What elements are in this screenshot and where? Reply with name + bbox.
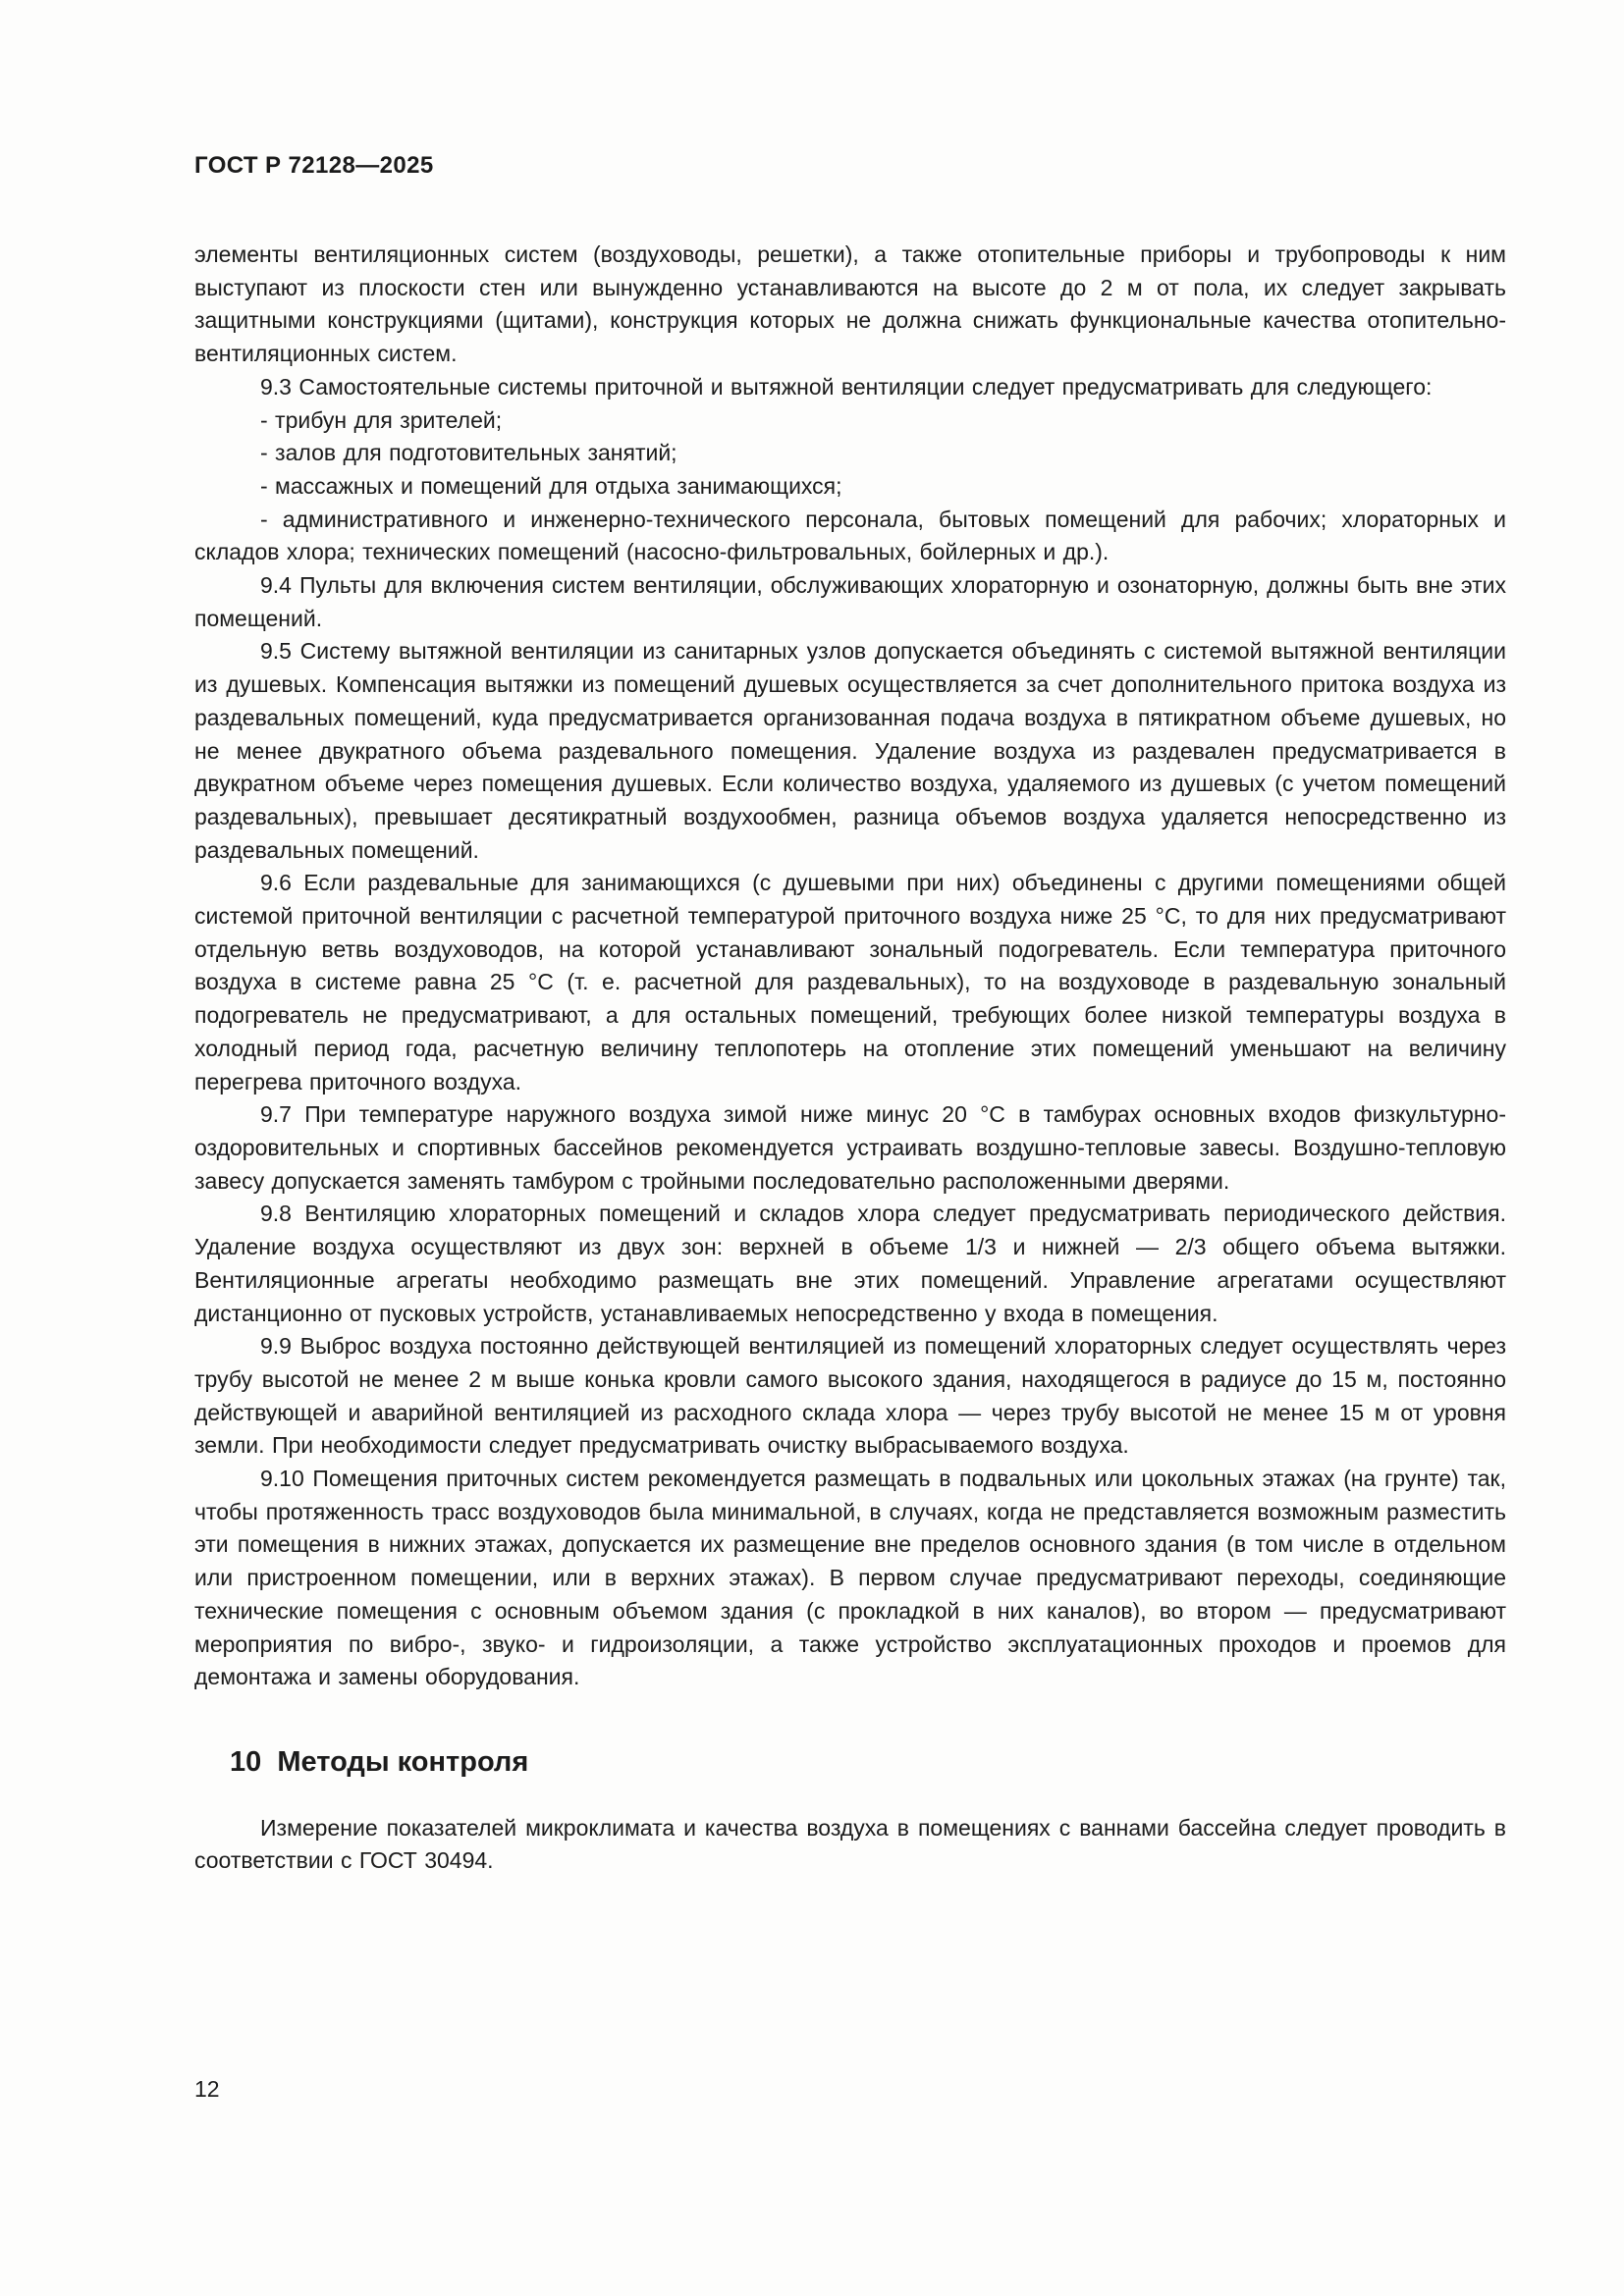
list-item: - трибун для зрителей;: [260, 406, 503, 433]
body-paragraph-9-4: 9.4 Пульты для включения систем вентиляции, обслуживающих хлораторную и озонаторную, должны быть вне этих помещений.: [194, 572, 1506, 631]
page-number: 12: [194, 2076, 220, 2102]
body-paragraph-9-7: 9.7 При температуре наружного воздуха зимой ниже минус 20 °С в тамбурах основных входов физкультурно-оздоровительных и спортивных бассейнов рекомендуется устраивать воздушно-тепловые завесы. Воздушно-тепловую завесу допускается заменять тамбуром с тройными последовательно расположенными дверями.: [194, 1101, 1506, 1194]
page-content: [194, 152, 1506, 1878]
body-paragraph-9-3: 9.3 Самостоятельные системы приточной и вытяжной вентиляции следует предусматривать для следующего:: [260, 373, 1433, 400]
body-paragraph-9-10: 9.10 Помещения приточных систем рекомендуется размещать в подвальных или цокольных этажах (на грунте) так, чтобы протяженность трасс воздуховодов была минимальной, в случаях, когда не представляется возможным разместить эти помещения в нижних этажах, допускается их размещение вне пределов основного здания (в том числе в отдельном или пристроенном помещении, или в верхних этажах). В первом случае предусматривают переходы, соединяющие технические помещения с основным объемом здания (с прокладкой в них каналов), во втором — предусматривают мероприятия по вибро-, звуко- и гидроизоляции, а также устройство эксплуатационных проходов и проемов для демонтажа и замены оборудования.: [194, 1466, 1506, 1690]
body-paragraph-9-6: 9.6 Если раздевальные для занимающихся (с душевыми при них) объединены с другими помещениями общей системой приточной вентиляции с расчетной температурой приточного воздуха ниже 25 °С, то для них предусматривают отдельную ветвь воздуховодов, на которой устанавливают зональный подогреватель. Если температура приточного воздуха в системе равна 25 °С (т. е. расчетной для раздевальных), то на воздуховоде в раздевальную зональный подогреватель не предусматривают, а для остальных помещений, требующих более низкой температуры воздуха в холодный период года, расчетную величину теплопотерь на отопление этих помещений уменьшают на величину перегрева приточного воздуха.: [194, 870, 1506, 1095]
section-paragraph: Измерение показателей микроклимата и качества воздуха в помещениях с ваннами бассейна следует проводить в соответствии с ГОСТ 30494.: [194, 1814, 1506, 1874]
section-heading: 10 Методы контроля: [230, 1745, 529, 1778]
list-item: - административного и инженерно-технического персонала, бытовых помещений для рабочих; хлораторных и складов хлора; технических помещений (насосно-фильтровальных, бойлерных и др.).: [194, 506, 1506, 565]
body-paragraph-9-8: 9.8 Вентиляцию хлораторных помещений и складов хлора следует предусматривать периодического действия. Удаление воздуха осуществляют из двух зон: верхней в объеме 1/3 и нижней — 2/3 общего объема вытяжки. Вентиляционные агрегаты необходимо размещать вне этих помещений. Управление агрегатами осуществляют дистанционно от пусковых устройств, устанавливаемых непосредственно у входа в помещения.: [194, 1201, 1506, 1326]
list-item: - залов для подготовительных занятий;: [260, 440, 677, 466]
body-paragraph-continuation: элементы вентиляционных систем (воздуховоды, решетки), а также отопительные приборы и трубопроводы к ним выступают из плоскости стен или вынужденно устанавливаются на высоте до 2 м от пола, их следует закрывать защитными конструкциями (щитами), конструкция которых не должна снижать функциональные качества отопительно-вентиляционных систем.: [194, 241, 1506, 367]
body-paragraph-9-5: 9.5 Систему вытяжной вентиляции из санитарных узлов допускается объединять с системой вытяжной вентиляции из душевых. Компенсация вытяжки из помещений душевых осуществляется за счет дополнительного притока воздуха из раздевальных помещений, куда предусматривается организованная подача воздуха в пятикратном объеме душевых, но не менее двукратного объема раздевального помещения. Удаление воздуха из раздевален предусматривается в двукратном объеме через помещения душевых. Если количество воздуха, удаляемого из душевых (с учетом помещений раздевальных), превышает десятикратный воздухообмен, разница объемов воздуха удаляется непосредственно из раздевальных помещений.: [194, 638, 1506, 863]
list-item: - массажных и помещений для отдыха занимающихся;: [260, 472, 842, 499]
body-paragraph-9-9: 9.9 Выброс воздуха постоянно действующей вентиляцией из помещений хлораторных следует осуществлять через трубу высотой не менее 2 м выше конька кровли самого высокого здания, находящегося в радиусе до 15 м, постоянно действующей и аварийной вентиляцией из расходного склада хлора — через трубу высотой не менее 15 м от уровня земли. При необходимости следует предусматривать очистку выбрасываемого воздуха.: [194, 1333, 1506, 1459]
running-header: ГОСТ Р 72128—2025: [194, 152, 434, 179]
